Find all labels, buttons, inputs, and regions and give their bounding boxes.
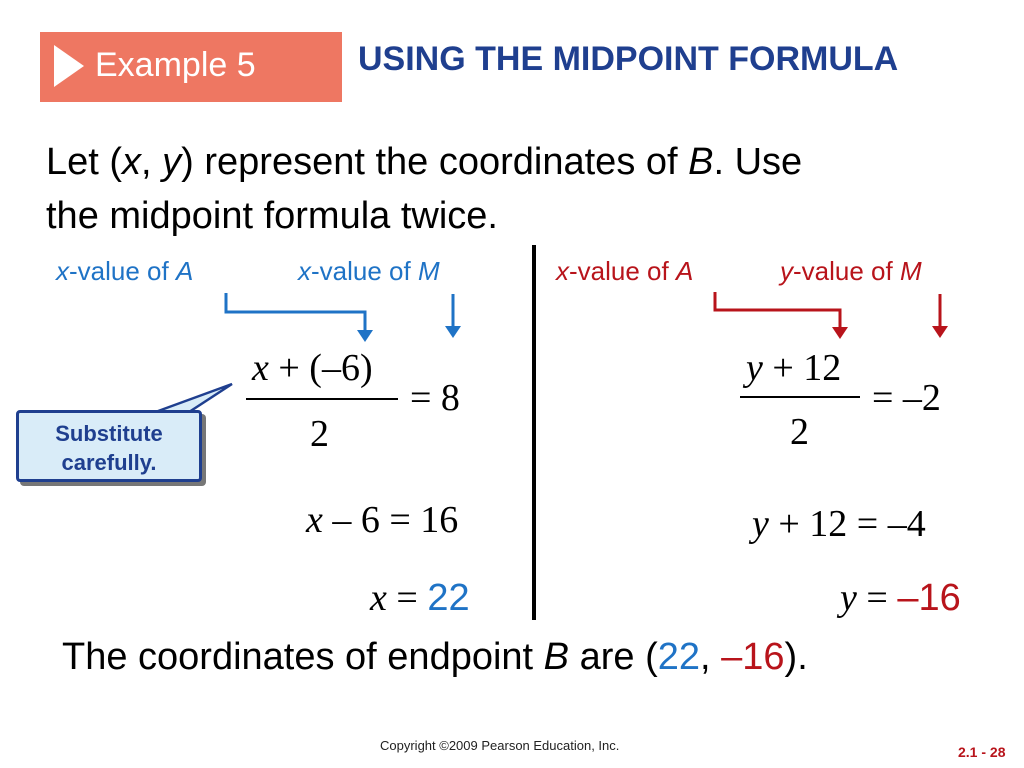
math-text: = xyxy=(866,577,898,619)
right-note-y-of-m xyxy=(780,256,922,287)
right-step3 xyxy=(840,576,961,620)
left-fraction-bar xyxy=(246,398,398,400)
note-text: -value of xyxy=(569,256,676,286)
math-text: + 12 xyxy=(772,347,842,389)
left-step1-rhs: = 8 xyxy=(410,377,460,419)
conclusion-point-b: B xyxy=(543,636,570,678)
conclusion-part: ). xyxy=(784,636,808,678)
right-step2 xyxy=(752,502,926,546)
column-divider xyxy=(532,245,536,620)
intro-var-y: y xyxy=(162,141,182,183)
right-step1-numerator xyxy=(746,346,841,390)
right-note-x-of-a xyxy=(556,256,693,287)
note-text: -value of xyxy=(793,256,900,286)
intro-point-b: B xyxy=(688,141,714,183)
left-a-connector-arrow xyxy=(226,293,365,333)
page-number: 2.1 - 28 xyxy=(958,744,1006,760)
note-point: A xyxy=(175,256,194,286)
conclusion-x-value: 22 xyxy=(657,636,701,678)
note-var: x xyxy=(298,256,311,286)
note-point: M xyxy=(417,256,440,286)
arrow-down-icon xyxy=(357,330,373,342)
conclusion-part: are ( xyxy=(569,636,658,678)
intro-var-x: x xyxy=(122,141,142,183)
note-var: x xyxy=(556,256,569,286)
intro-line-2: the midpoint formula twice. xyxy=(46,195,498,237)
math-text: + (–6) xyxy=(278,347,373,389)
copyright-notice: Copyright ©2009 Pearson Education, Inc. xyxy=(380,738,620,753)
callout-line: Substitute xyxy=(55,421,163,446)
intro-comma: , xyxy=(141,141,163,183)
math-text: = xyxy=(396,577,428,619)
math-var: y xyxy=(840,577,857,619)
left-step3 xyxy=(370,576,470,620)
left-note-x-of-m xyxy=(298,256,440,287)
left-step2 xyxy=(306,498,458,542)
badge-label: Example 5 xyxy=(95,46,256,84)
math-text: + 12 = –4 xyxy=(778,503,926,545)
note-text: -value of xyxy=(311,256,418,286)
note-text: -value of xyxy=(69,256,176,286)
math-var: x xyxy=(306,499,323,541)
right-step1-rhs: = –2 xyxy=(872,377,941,419)
right-step1-denominator: 2 xyxy=(790,411,809,453)
intro-text-part: ) represent the coordinates of xyxy=(181,141,689,183)
arrow-down-icon xyxy=(445,326,461,338)
solution-x-value: 22 xyxy=(427,577,470,619)
note-var: y xyxy=(780,256,793,286)
intro-text-part: . Use xyxy=(713,141,803,183)
left-note-x-of-a xyxy=(56,256,193,287)
math-var: y xyxy=(746,347,763,389)
slide-title: USING THE MIDPOINT FORMULA xyxy=(358,40,899,78)
note-point: A xyxy=(675,256,694,286)
note-var: x xyxy=(56,256,69,286)
arrow-down-icon xyxy=(932,326,948,338)
left-step1-numerator xyxy=(252,346,373,390)
left-step1-denominator: 2 xyxy=(310,413,329,455)
math-var: x xyxy=(252,347,269,389)
callout-text xyxy=(19,419,199,477)
solution-y-value: –16 xyxy=(897,577,961,619)
math-text: – 6 = 16 xyxy=(332,499,459,541)
callout-line: carefully. xyxy=(61,450,157,475)
math-var: x xyxy=(370,577,387,619)
math-var: y xyxy=(752,503,769,545)
conclusion-text xyxy=(62,636,808,679)
arrow-down-icon xyxy=(832,327,848,339)
conclusion-part: , xyxy=(700,636,722,678)
note-point: M xyxy=(899,256,922,286)
right-fraction-bar xyxy=(740,396,860,398)
callout-box xyxy=(16,410,202,482)
conclusion-part: The coordinates of endpoint xyxy=(62,636,544,678)
conclusion-y-value: –16 xyxy=(721,636,785,678)
intro-text-part: Let ( xyxy=(46,141,123,183)
right-a-connector-arrow xyxy=(715,292,840,330)
